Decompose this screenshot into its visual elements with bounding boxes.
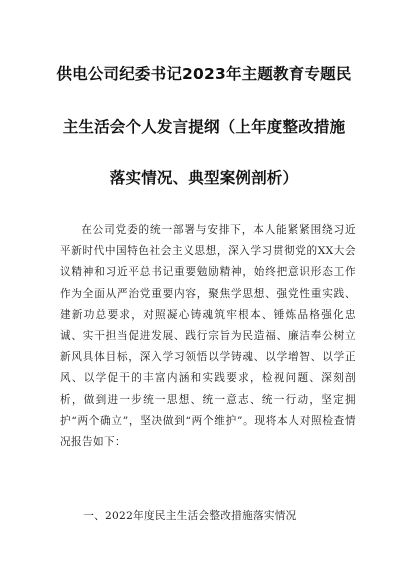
document-title-line-2: 主生活会个人发言提纲（上年度整改措施 <box>62 118 346 136</box>
document-title-line-3: 落实情况、典型案例剖析） <box>109 169 299 187</box>
intro-paragraph: 在公司党委的统一部署与安排下，本人能紧紧围绕习近平新时代中国特色社会主义思想，深入学习贯彻党的XX大会议精神和习近平总书记重要勉励精神，始终把意识形态工作作为全面从严治党重要内容，聚焦学思想、强党性重实践、建新功总要求，对照凝心铸魂筑牢根本、锤炼品格强化忠诚、实干担当促进发展、践行宗旨为民造福、廉洁奉公树立新风具体目标，深入学习领悟以学铸魂、以学增智、以学正风、以学促干的丰富内涵和实践要求，检视问题、深刻剖析，做到进一步统一思想、统一意志、统一行动，坚定拥护“两个确立”，坚决做到“两个维护”。现将本人对照检查情况报告如下： <box>60 224 356 449</box>
document-title-line-1: 供电公司纪委书记2023年主题教育专题民 <box>56 65 352 83</box>
section-heading-1: 一、2022年度民主生活会整改措施落实情况 <box>83 510 297 522</box>
